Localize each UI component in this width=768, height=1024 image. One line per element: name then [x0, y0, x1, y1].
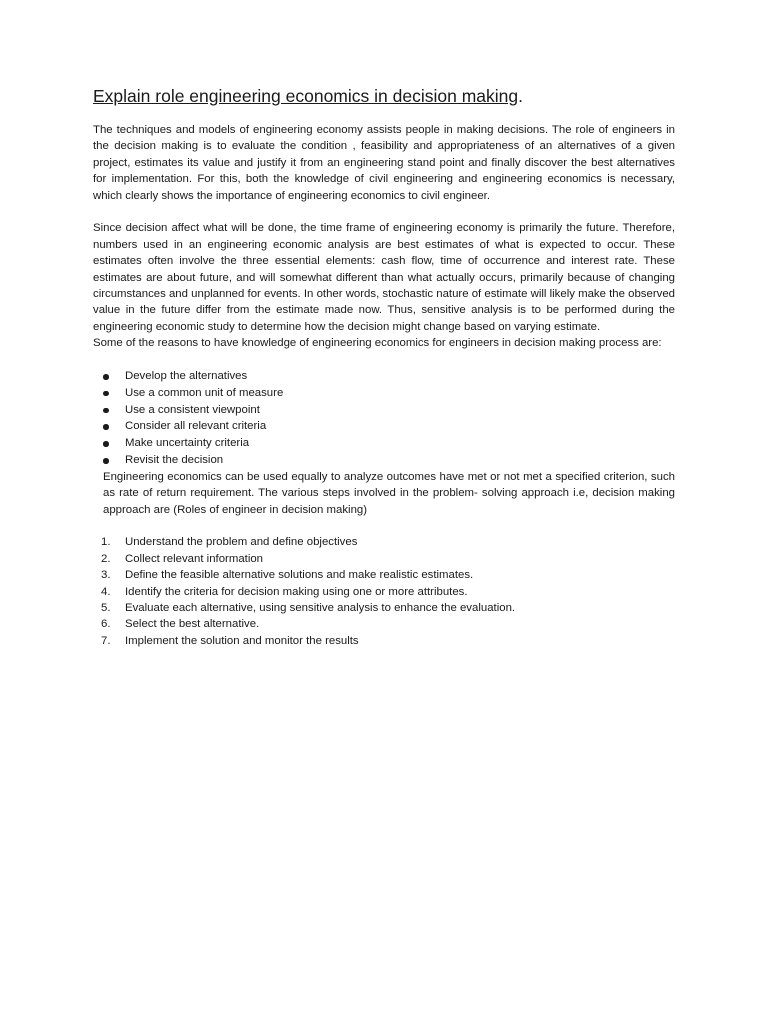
list-item [103, 534, 675, 550]
document-page [93, 84, 675, 649]
list-item-text: Make uncertainty criteria [125, 437, 250, 450]
step-text: Identify the criteria for decision making using one or more attributes. [125, 585, 468, 598]
list-item [103, 600, 675, 616]
list-item [103, 385, 675, 402]
bullet-icon [103, 391, 109, 397]
list-item [103, 633, 675, 649]
list-item-text: Use a common unit of measure [125, 386, 284, 399]
step-text: Define the feasible alternative solutions and make realistic estimates. [125, 569, 474, 582]
paragraph-role-of-engineers: The techniques and models of engineering economy assists people in making decisions. The role of engineers in the decision making is to evaluate the condition , feasibility and appropriateness of an alternatives of a given project, estimates its value and justify it from an engineering stand point and finally discover the best alternatives for implementation. For this, both the knowledge of civil engineering and engineering economics is necessary, which clearly shows the importance of engineering economics to civil engineer. [93, 124, 675, 202]
paragraph-steps-intro: Engineering economics can be used equally to analyze outcomes have met or not met a specified criterion, such as rate of return requirement. The various steps involved in the problem- solving approach i.e, decision making approach are (Roles of engineer in decision making) [103, 470, 675, 516]
list-item [103, 567, 675, 583]
page-title-text: Explain role engineering economics in decision making [93, 86, 519, 106]
step-text: Implement the solution and monitor the results [125, 634, 359, 647]
paragraph-time-frame: Since decision affect what will be done, the time frame of engineering economy is primarily the future. Therefore, numbers used in an engineering economic analysis are best estimates of what is expected to occur. These estimates often involve the three essential elements: cash flow, time of occurrence and interest rate. These estimates are about future, and will somewhat different than what actually occurs, primarily because of changing circumstances and unplanned for events. In other words, stochastic nature of estimate will likely make the observed value in the future differ from the estimate made now. Thus, sensitive analysis is to be performed during the engineering economic study to determine how the decision might change based on varying estimate. [93, 222, 675, 333]
list-item [103, 435, 675, 452]
page-title-period: . [518, 86, 523, 106]
list-item-text: Use a consistent viewpoint [125, 403, 260, 416]
step-number: 1. [101, 536, 111, 549]
step-number: 3. [101, 569, 111, 582]
bullet-icon [103, 374, 109, 380]
bullet-icon [103, 441, 109, 447]
steps-list [93, 534, 675, 649]
step-number: 6. [101, 618, 111, 631]
bullet-icon [103, 408, 109, 414]
list-item [103, 551, 675, 567]
list-item-text: Consider all relevant criteria [125, 420, 267, 433]
list-item [103, 418, 675, 435]
step-text: Understand the problem and define objectives [125, 536, 358, 549]
page-title [93, 84, 675, 108]
list-item-text: Revisit the decision [125, 454, 224, 467]
step-text: Select the best alternative. [125, 618, 260, 631]
bullet-icon [103, 424, 109, 430]
step-number: 7. [101, 634, 111, 647]
paragraph-reasons-intro: Some of the reasons to have knowledge of engineering economics for engineers in decision making process are: [93, 337, 662, 350]
list-item [103, 584, 675, 600]
list-item-text: Develop the alternatives [125, 370, 248, 383]
list-item [103, 616, 675, 632]
step-text: Evaluate each alternative, using sensitive analysis to enhance the evaluation. [125, 602, 516, 615]
list-item [103, 452, 675, 469]
bullet-icon [103, 458, 109, 464]
list-item [103, 402, 675, 419]
reasons-list [93, 368, 675, 469]
step-number: 4. [101, 585, 111, 598]
paragraph-gap [93, 204, 675, 220]
paragraph-gap [93, 352, 675, 368]
list-item [103, 368, 675, 385]
paragraph-gap [93, 518, 675, 534]
step-number: 5. [101, 602, 111, 615]
step-text: Collect relevant information [125, 552, 264, 565]
step-number: 2. [101, 552, 111, 565]
